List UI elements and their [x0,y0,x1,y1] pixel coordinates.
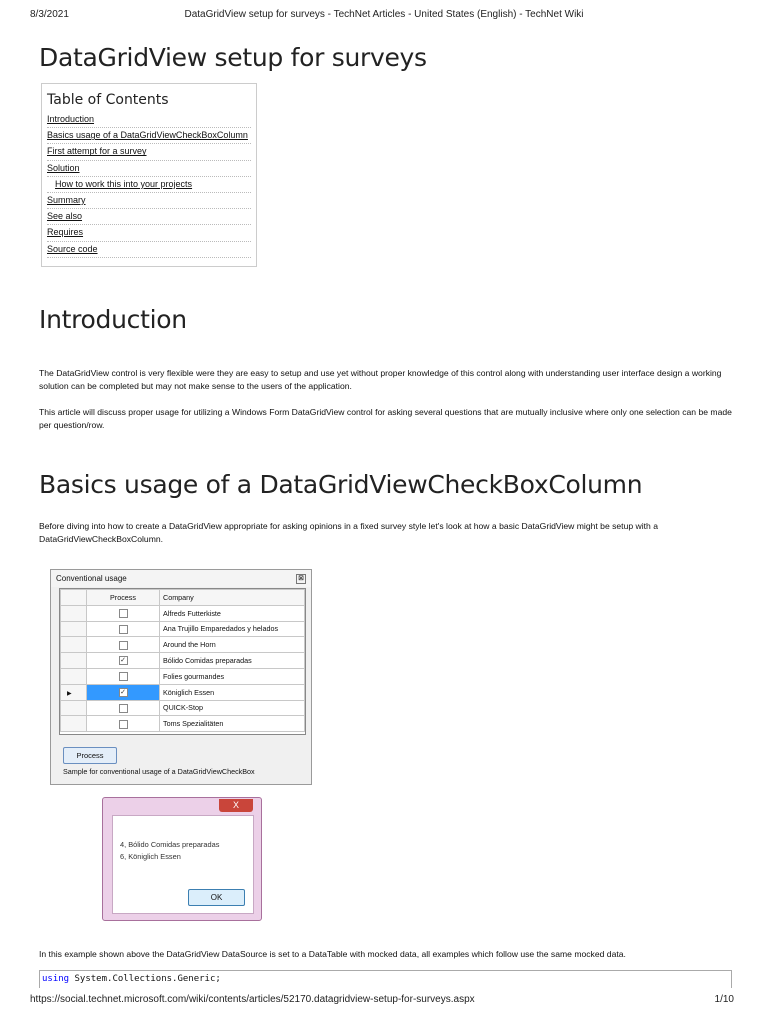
process-checkbox[interactable]: ✓ [120,657,126,665]
close-button[interactable]: X [219,799,253,812]
print-header [0,0,768,26]
current-row-arrow-icon: ▶ [67,690,72,697]
company-cell[interactable]: Alfreds Futterkiste [160,605,305,621]
window-caption: Sample for conventional usage of a DataGridViewCheckBox [63,767,255,776]
row-header[interactable] [61,668,87,684]
print-url: https://social.technet.microsoft.com/wiki/contents/articles/52170.datagridview-setup-for-surveys.aspx [30,994,475,1005]
print-date: 8/3/2021 [30,9,69,20]
row-header-corner [61,590,87,606]
code-text: System.Collections.Generic; [69,974,221,984]
row-header[interactable] [61,716,87,732]
toc-link-introduction[interactable]: Introduction [47,112,251,128]
column-header-company[interactable]: Company [160,590,305,606]
table-row [61,621,305,637]
row-header[interactable] [61,621,87,637]
toc-title: Table of Contents [47,92,169,108]
code-block [39,970,732,988]
company-cell[interactable]: Königlich Essen [160,684,305,700]
toc-link-source-code[interactable]: Source code [47,242,251,258]
toc-link-see-also[interactable]: See also [47,209,251,225]
ok-button[interactable]: OK [188,889,245,906]
process-checkbox[interactable] [119,609,128,618]
toc-link-summary[interactable]: Summary [47,193,251,209]
row-header[interactable] [61,637,87,653]
toc-link-requires[interactable]: Requires [47,225,251,241]
print-page-title: DataGridView setup for surveys - TechNet Articles - United States (English) - TechNet Wiki [184,9,584,20]
process-checkbox[interactable] [119,672,128,681]
row-header-current[interactable] [61,684,87,700]
code-keyword: using [42,974,70,984]
table-row [61,668,305,684]
message-line-1: 4, Bólido Comidas preparadas [120,840,220,849]
toc-link-solution[interactable]: Solution [47,161,251,177]
table-row [61,637,305,653]
process-checkbox[interactable] [119,704,128,713]
close-icon[interactable]: ⊠ [296,574,306,584]
process-button[interactable]: Process [63,747,117,764]
process-checkbox[interactable] [119,625,128,634]
process-checkbox[interactable] [119,641,128,650]
message-body [112,815,254,914]
page-number: 1/10 [714,994,734,1005]
table-row-selected [61,684,305,700]
table-row [61,700,305,716]
company-cell[interactable]: Folies gourmandes [160,668,305,684]
conventional-usage-window [50,569,312,785]
column-header-process[interactable]: Process [87,590,160,606]
company-cell[interactable]: Toms Spezialitäten [160,716,305,732]
company-cell[interactable]: Ana Trujillo Emparedados y helados [160,621,305,637]
table-row [61,716,305,732]
company-cell[interactable]: QUICK-Stop [160,700,305,716]
row-header[interactable] [61,700,87,716]
heading-basics: Basics usage of a DataGridViewCheckBoxColumn [39,470,643,499]
window-titlebar [51,570,311,587]
process-checkbox[interactable] [119,720,128,729]
intro-paragraph-1: The DataGridView control is very flexible were they are easy to setup and use yet without proper knowledge of this control along with understanding user interface design a working solution can be completed but may not make sense to the users of the application. [39,368,722,391]
basics-paragraph-1: Before diving into how to create a DataGridView appropriate for asking opinions in a fixed survey style let's look at how a basic DataGridView might be setup with a DataGridViewCheckBoxColumn. [39,521,658,544]
after-paragraph-1: In this example shown above the DataGridView DataSource is set to a DataTable with mocked data, all examples which follow use the same mocked data. [39,949,626,959]
data-grid-view [59,588,306,735]
process-checkbox[interactable]: ✓ [120,688,126,696]
article-title: DataGridView setup for surveys [39,43,427,72]
toc-link-basics[interactable]: Basics usage of a DataGridViewCheckBoxColumn [47,128,251,144]
heading-introduction: Introduction [39,305,187,334]
message-line-2: 6, Königlich Essen [120,852,181,861]
intro-paragraph-2: This article will discuss proper usage for utilizing a Windows Form DataGridView control for asking several questions that are mutually inclusive where only one selection can be made per question/row. [39,407,732,430]
table-row [61,653,305,669]
company-cell[interactable]: Bólido Comidas preparadas [160,653,305,669]
company-cell[interactable]: Around the Horn [160,637,305,653]
window-title: Conventional usage [56,574,127,583]
row-header[interactable] [61,605,87,621]
toc-link-how-to-work[interactable]: How to work this into your projects [47,177,251,193]
toc-link-first-attempt[interactable]: First attempt for a survey [47,144,251,160]
message-box [102,797,262,921]
row-header[interactable] [61,653,87,669]
table-row [61,605,305,621]
table-of-contents [41,83,257,267]
